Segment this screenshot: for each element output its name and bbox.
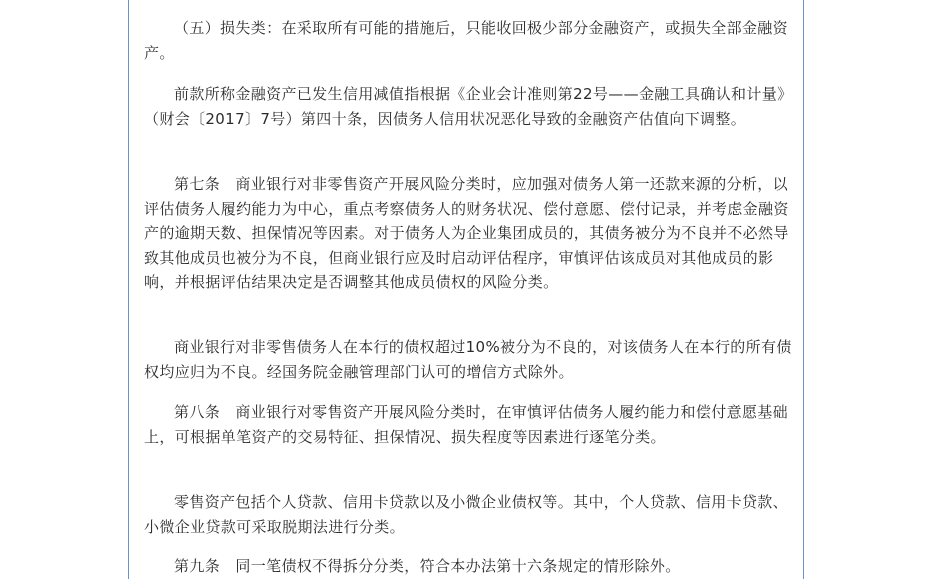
paragraph-article-9: 第九条 同一笔债权不得拆分分类，符合本办法第十六条规定的情形除外。 — [174, 557, 681, 575]
paragraph-article-8: 第八条 商业银行对零售资产开展风险分类时，在审慎评估债务人履约能力和偿付意愿基础上，可根据单笔资产的交易特征、担保情况、损失程度等因素进行逐笔分类。 — [144, 403, 789, 446]
paragraph-non-retail-rule: 商业银行对非零售债务人在本行的债权超过10%被分为不良的，对该债务人在本行的所有债权均应归为不良。经国务院金融管理部门认可的增信方式除外。 — [144, 338, 792, 381]
paragraph-article-7: 第七条 商业银行对非零售资产开展风险分类时，应加强对债务人第一还款来源的分析，以评估债务人履约能力为中心，重点考察债务人的财务状况、偿付意愿、偿付记录，并考虑金融资产的逾期天数、担保情况等因素。对于债务人为企业集团成员的，其债务被分为不良并不必然导致其他成员也被分为不良，但商业银行应及时启动评估程序，审慎评估该成员对其他成员的影响，并根据评估结果决定是否调整其他成员债权的风险分类。 — [144, 175, 789, 291]
paragraph-loss-category: （五）损失类：在采取所有可能的措施后，只能收回极少部分金融资产，或损失全部金融资产。 — [144, 19, 789, 62]
paragraph-credit-impairment: 前款所称金融资产已发生信用减值指根据《企业会计准则第22号——金融工具确认和计量》（财会〔2017〕7号）第四十条，因债务人信用状况恶化导致的金融资产估值向下调整。 — [144, 85, 785, 128]
paragraph-retail-assets: 零售资产包括个人贷款、信用卡贷款以及小微企业债权等。其中，个人贷款、信用卡贷款、小微企业贷款可采取脱期法进行分类。 — [144, 493, 789, 536]
